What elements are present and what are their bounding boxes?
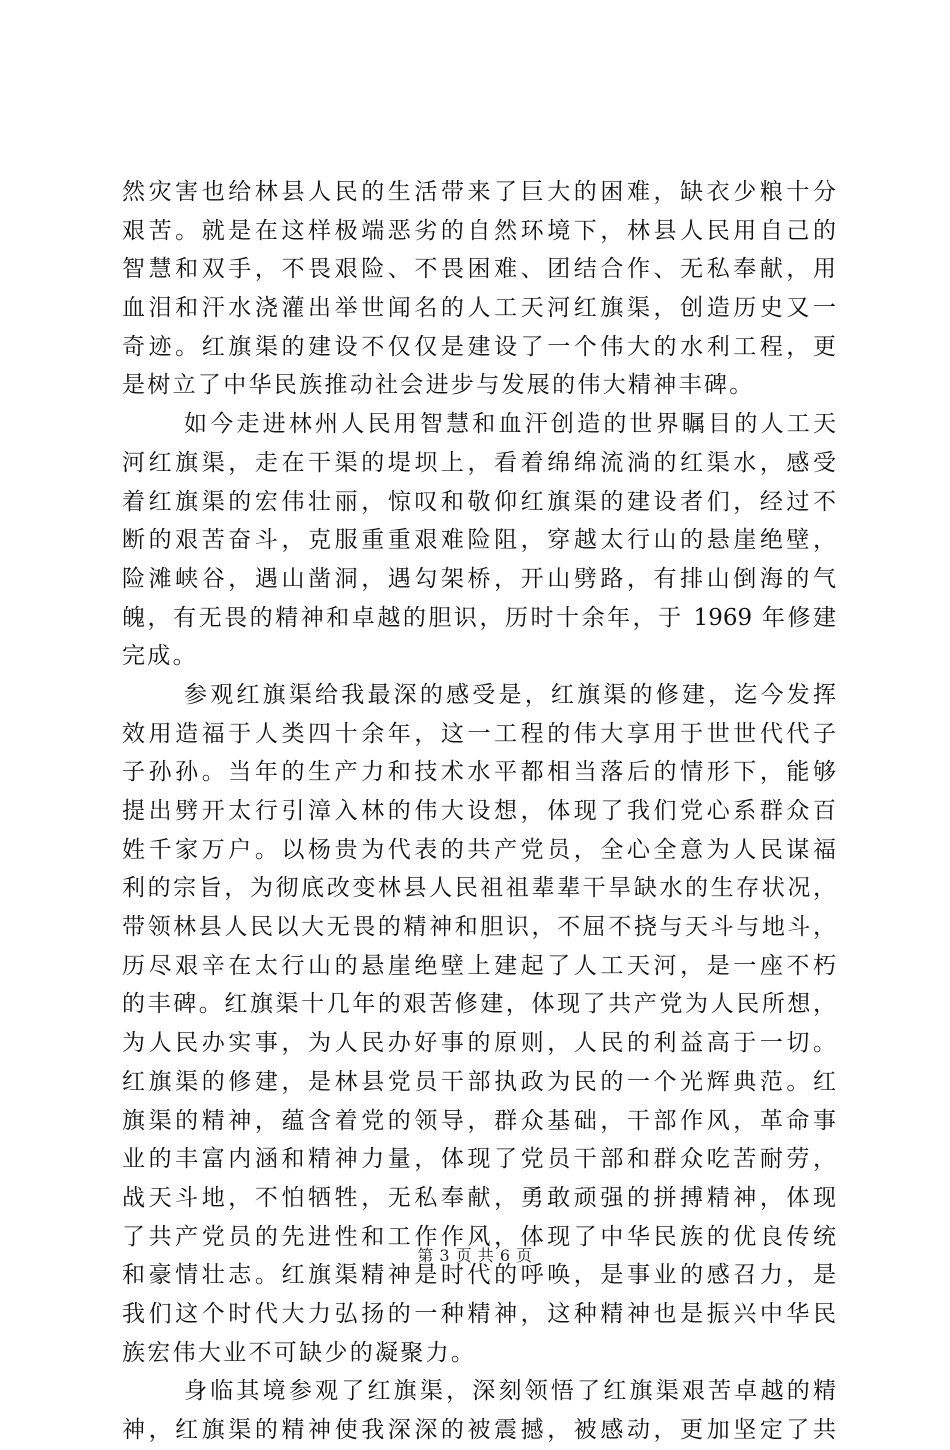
text-line: 效用造福于人类四十余年，这一工程的伟大享用于世世代代子 xyxy=(122,720,836,747)
text-line: 魄，有无畏的精神和卓越的胆识，历时十余年，于 1969 年修建 xyxy=(122,604,836,631)
text-line: 带领林县人民以大无畏的精神和胆识，不屈不挠与天斗与地斗， xyxy=(122,914,836,941)
text-line: 河红旗渠，走在干渠的堤坝上，看着绵绵流淌的红渠水，感受 xyxy=(122,449,836,476)
text-line: 红旗渠的修建，是林县党员干部执政为民的一个光辉典范。红 xyxy=(122,1068,836,1095)
text-line: 了共产党员的先进性和工作作风，体现了中华民族的优良传统 xyxy=(122,1223,836,1250)
text-line: 利的宗旨，为彻底改变林县人民祖祖辈辈干旱缺水的生存状况， xyxy=(122,875,836,902)
text-line: 血泪和汗水浇灌出举世闻名的人工天河红旗渠，创造历史又一 xyxy=(122,295,836,322)
text-line: 断的艰苦奋斗，克服重重艰难险阻，穿越太行山的悬崖绝壁， xyxy=(122,527,836,554)
text-line: 参观红旗渠给我最深的感受是，红旗渠的修建，迄今发挥 xyxy=(184,681,836,708)
text-line: 业的丰富内涵和精神力量，体现了党员干部和群众吃苦耐劳， xyxy=(122,1146,836,1173)
text-line: 我们这个时代大力弘扬的一种精神，这种精神也是振兴中华民 xyxy=(122,1300,836,1327)
text-line: 战天斗地，不怕牺牲，无私奉献，勇敢顽强的拼搏精神，体现 xyxy=(122,1184,836,1211)
text-line: 旗渠的精神，蕴含着党的领导，群众基础，干部作风，革命事 xyxy=(122,1107,836,1134)
text-line: 子孙孙。当年的生产力和技术水平都相当落后的情形下，能够 xyxy=(122,759,836,786)
text-line: 为人民办实事，为人民办好事的原则，人民的利益高于一切。 xyxy=(122,1030,836,1057)
page-number-footer: 第 3 页 共 6 页 xyxy=(417,1246,533,1265)
text-line: 智慧和双手，不畏艰险、不畏困难、团结合作、无私奉献，用 xyxy=(122,256,836,283)
text-line: 的丰碑。红旗渠十几年的艰苦修建，体现了共产党为人民所想， xyxy=(122,991,836,1018)
text-line: 如今走进林州人民用智慧和血汗创造的世界瞩目的人工天 xyxy=(184,411,836,438)
text-line: 着红旗渠的宏伟壮丽，惊叹和敬仰红旗渠的建设者们，经过不 xyxy=(122,488,836,515)
text-line: 是树立了中华民族推动社会进步与发展的伟大精神丰碑。 xyxy=(122,372,755,399)
text-line: 艰苦。就是在这样极端恶劣的自然环境下，林县人民用自己的 xyxy=(122,217,836,244)
text-line: 提出劈开太行引漳入林的伟大设想，体现了我们党心系群众百 xyxy=(122,798,836,824)
text-line: 姓千家万户。以杨贵为代表的共产党员，全心全意为人民谋福 xyxy=(122,836,836,863)
text-line: 完成。 xyxy=(122,643,198,670)
text-line: 和豪情壮志。红旗渠精神是时代的呼唤，是事业的感召力，是 xyxy=(122,1262,836,1289)
text-line: 险滩峡谷，遇山凿洞，遇勾架桥，开山劈路，有排山倒海的气 xyxy=(122,565,836,592)
text-line: 族宏伟大业不可缺少的凝聚力。 xyxy=(122,1339,477,1366)
text-line: 历尽艰辛在太行山的悬崖绝壁上建起了人工天河，是一座不朽 xyxy=(122,952,836,979)
text-line: 然灾害也给林县人民的生活带来了巨大的困难，缺衣少粮十分 xyxy=(122,179,836,205)
text-line: 奇迹。红旗渠的建设不仅仅是建设了一个伟大的水利工程，更 xyxy=(122,333,836,360)
text-line: 神，红旗渠的精神使我深深的被震撼，被感动，更加坚定了共 xyxy=(122,1417,836,1443)
text-line: 身临其境参观了红旗渠，深刻领悟了红旗渠艰苦卓越的精 xyxy=(184,1378,836,1405)
